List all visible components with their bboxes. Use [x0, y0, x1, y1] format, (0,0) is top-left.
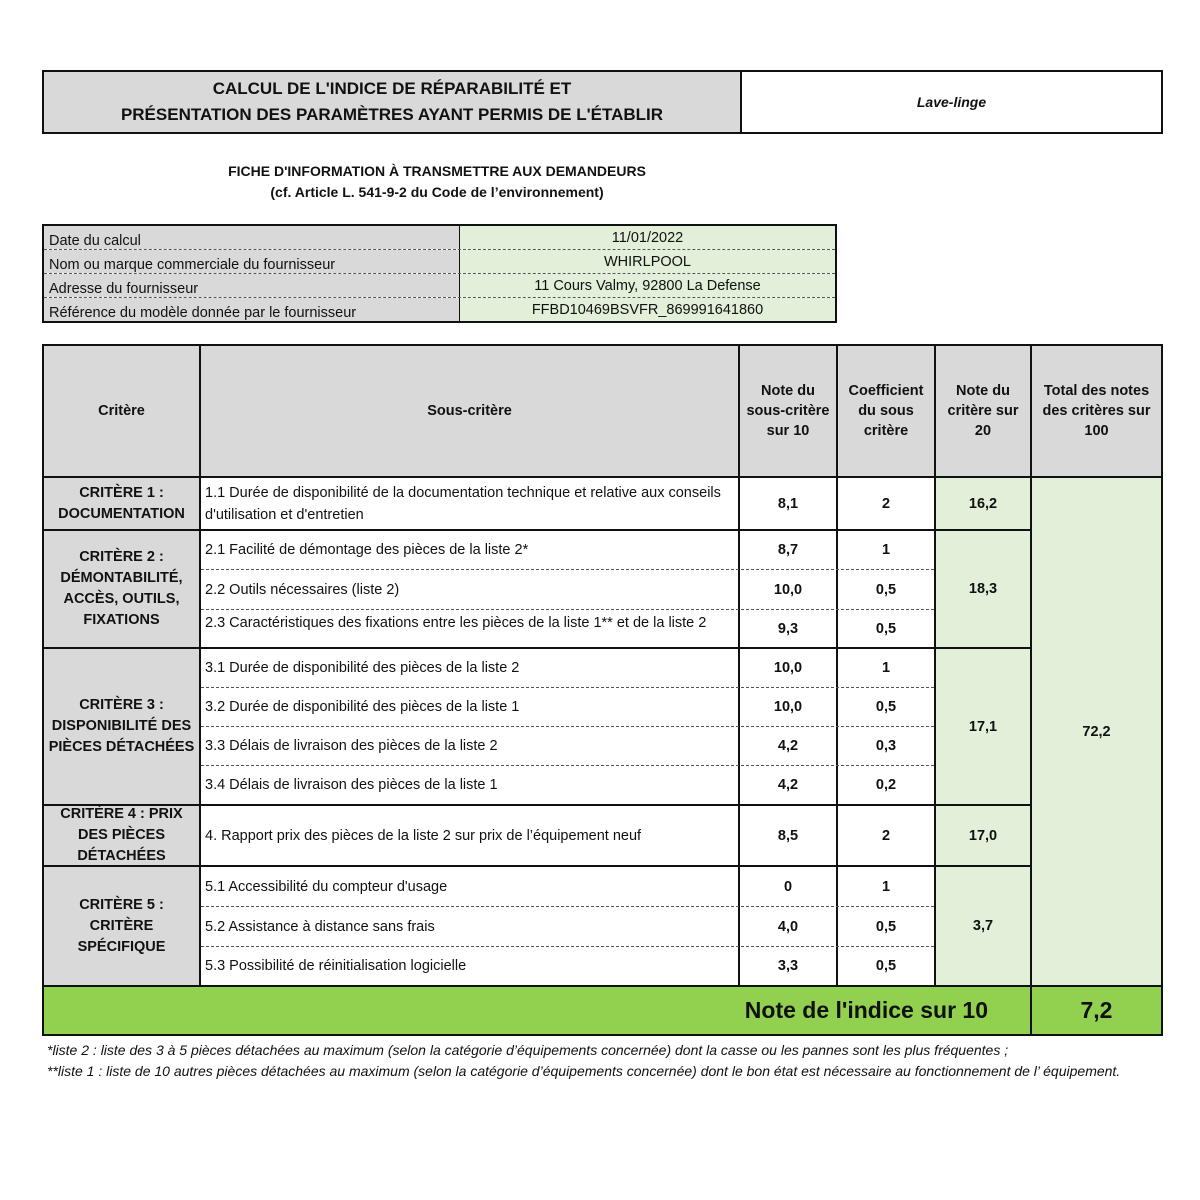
- grid-line: [934, 346, 936, 987]
- grid-line: [44, 804, 1030, 806]
- grid-line-dashed: [201, 687, 934, 688]
- grid-line: [836, 346, 838, 987]
- info-label: Référence du modèle donnée par le fournisseur: [44, 298, 460, 321]
- sub-coef-3-2: 0,5: [838, 688, 934, 726]
- supplier-info-table: [42, 224, 837, 323]
- criterion-1: CRITÈRE 1 : DOCUMENTATION: [44, 478, 199, 529]
- grid-line: [44, 865, 1030, 867]
- sub-criterion-1-1: 1.1 Durée de disponibilité de la documentation technique et relative aux conseils d'utilisation et d'entretien: [201, 478, 738, 529]
- criterion-2: CRITÈRE 2 : DÉMONTABILITÉ, ACCÈS, OUTILS, FIXATIONS: [44, 531, 199, 647]
- sub-criterion-3-4: 3.4 Délais de livraison des pièces de la liste 1: [201, 766, 738, 804]
- info-label: Adresse du fournisseur: [44, 274, 460, 297]
- sub-coef-2-3: 0,5: [838, 610, 934, 647]
- info-label: Nom ou marque commerciale du fournisseur: [44, 250, 460, 273]
- grid-line-dashed: [201, 609, 934, 610]
- sub-note-3-2: 10,0: [740, 688, 836, 726]
- final-index-value: 7,2: [1032, 987, 1161, 1034]
- sub-criterion-3-1: 3.1 Durée de disponibilité des pièces de la liste 2: [201, 649, 738, 687]
- sub-note-5-1: 0: [740, 867, 836, 906]
- grid-line: [199, 346, 201, 987]
- grid-line: [44, 985, 1161, 987]
- info-label: Date du calcul: [44, 226, 460, 249]
- sub-criterion-2-1: 2.1 Facilité de démontage des pièces de la liste 2*: [201, 531, 738, 569]
- total-score-100: 72,2: [1032, 478, 1161, 985]
- grid-line-dashed: [201, 569, 934, 570]
- criterion-5-score: 3,7: [936, 867, 1030, 985]
- repairability-table: [42, 344, 1163, 1036]
- sub-note-2-1: 8,7: [740, 531, 836, 569]
- product-category: Lave-linge: [916, 94, 987, 110]
- sub-criterion-3-3: 3.3 Délais de livraison des pièces de la liste 2: [201, 727, 738, 765]
- grid-line: [44, 529, 1030, 531]
- sub-criterion-5-1: 5.1 Accessibilité du compteur d'usage: [201, 867, 738, 906]
- sub-criterion-5-2: 5.2 Assistance à distance sans frais: [201, 907, 738, 946]
- grid-line-dashed: [201, 946, 934, 947]
- col-header-critere: Critère: [44, 346, 199, 476]
- header-title-line1: CALCUL DE L'INDICE DE RÉPARABILITÉ ET: [212, 79, 572, 98]
- info-value: WHIRLPOOL: [460, 250, 835, 273]
- sub-coef-1-1: 2: [838, 478, 934, 529]
- criterion-1-score: 16,2: [936, 478, 1030, 529]
- sub-criterion-5-3: 5.3 Possibilité de réinitialisation logicielle: [201, 947, 738, 985]
- sub-note-5-3: 3,3: [740, 947, 836, 985]
- footnotes: [47, 1040, 1167, 1081]
- criterion-5: CRITÈRE 5 : CRITÈRE SPÉCIFIQUE: [44, 867, 199, 985]
- grid-line-dashed: [201, 765, 934, 766]
- info-row-address: [44, 274, 835, 298]
- grid-line-dashed: [201, 906, 934, 907]
- footnote-liste-2: *liste 2 : liste des 3 à 5 pièces détachées au maximum (selon la catégorie d’équipements concernée) dont la casse ou les pannes sont les plus fréquentes ;: [47, 1042, 1009, 1058]
- info-value: 11 Cours Valmy, 92800 La Defense: [460, 274, 835, 297]
- sub-note-2-3: 9,3: [740, 610, 836, 647]
- sub-note-4: 8,5: [740, 806, 836, 865]
- info-row-date: [44, 226, 835, 250]
- criterion-4-score: 17,0: [936, 806, 1030, 865]
- sub-coef-2-2: 0,5: [838, 570, 934, 609]
- criterion-3-score: 17,1: [936, 649, 1030, 804]
- sub-note-5-2: 4,0: [740, 907, 836, 946]
- col-header-note-sous: Note du sous-critère sur 10: [740, 346, 836, 476]
- sheet-header: [42, 70, 1163, 134]
- footnote-liste-1: **liste 1 : liste de 10 autres pièces détachées au maximum (selon la catégorie d’équipements concernée) dont le bon état est nécessaire au fonctionnement de l’ équipement.: [47, 1062, 1121, 1079]
- sub-criterion-2-3: 2.3 Caractéristiques des fixations entre les pièces de la liste 1** et de la liste 2: [201, 610, 738, 647]
- sub-coef-3-4: 0,2: [838, 766, 934, 804]
- grid-line: [44, 476, 1161, 478]
- subtitle-line1: FICHE D'INFORMATION À TRANSMETTRE AUX DEMANDEURS: [228, 163, 646, 179]
- sub-criterion-2-2: 2.2 Outils nécessaires (liste 2): [201, 570, 738, 609]
- sub-coef-5-1: 1: [838, 867, 934, 906]
- sub-note-3-1: 10,0: [740, 649, 836, 687]
- sub-criterion-3-2: 3.2 Durée de disponibilité des pièces de la liste 1: [201, 688, 738, 726]
- col-header-total: Total des notes des critères sur 100: [1032, 346, 1161, 476]
- header-title: [44, 72, 742, 132]
- grid-line: [1030, 346, 1032, 1034]
- sub-note-2-2: 10,0: [740, 570, 836, 609]
- criterion-4: CRITÈRE 4 : PRIX DES PIÈCES DÉTACHÉES: [44, 806, 199, 865]
- grid-line-dashed: [201, 726, 934, 727]
- sub-note-3-4: 4,2: [740, 766, 836, 804]
- subtitle: [42, 161, 832, 203]
- sub-coef-5-2: 0,5: [838, 907, 934, 946]
- sub-coef-3-1: 1: [838, 649, 934, 687]
- sub-note-1-1: 8,1: [740, 478, 836, 529]
- grid-line: [738, 346, 740, 987]
- info-value: 11/01/2022: [460, 226, 835, 249]
- grid-line: [44, 647, 1030, 649]
- info-value: FFBD10469BSVFR_869991641860: [460, 298, 835, 321]
- sub-coef-4: 2: [838, 806, 934, 865]
- sub-coef-5-3: 0,5: [838, 947, 934, 985]
- sub-coef-3-3: 0,3: [838, 727, 934, 765]
- info-row-reference: [44, 298, 835, 321]
- col-header-coefficient: Coefficient du sous critère: [838, 346, 934, 476]
- final-index-label: Note de l'indice sur 10: [44, 987, 1030, 1034]
- sub-note-3-3: 4,2: [740, 727, 836, 765]
- col-header-sous-critere: Sous-critère: [201, 346, 738, 476]
- subtitle-line2: (cf. Article L. 541-9-2 du Code de l’environnement): [270, 184, 604, 200]
- col-header-note-critere: Note du critère sur 20: [936, 346, 1030, 476]
- header-title-line2: PRÉSENTATION DES PARAMÈTRES AYANT PERMIS DE L'ÉTABLIR: [120, 105, 664, 124]
- criterion-3: CRITÈRE 3 : DISPONIBILITÉ DES PIÈCES DÉTACHÉES: [44, 649, 199, 804]
- info-row-brand: [44, 250, 835, 274]
- sub-coef-2-1: 1: [838, 531, 934, 569]
- criterion-2-score: 18,3: [936, 531, 1030, 647]
- sub-criterion-4: 4. Rapport prix des pièces de la liste 2 sur prix de l’équipement neuf: [201, 806, 738, 865]
